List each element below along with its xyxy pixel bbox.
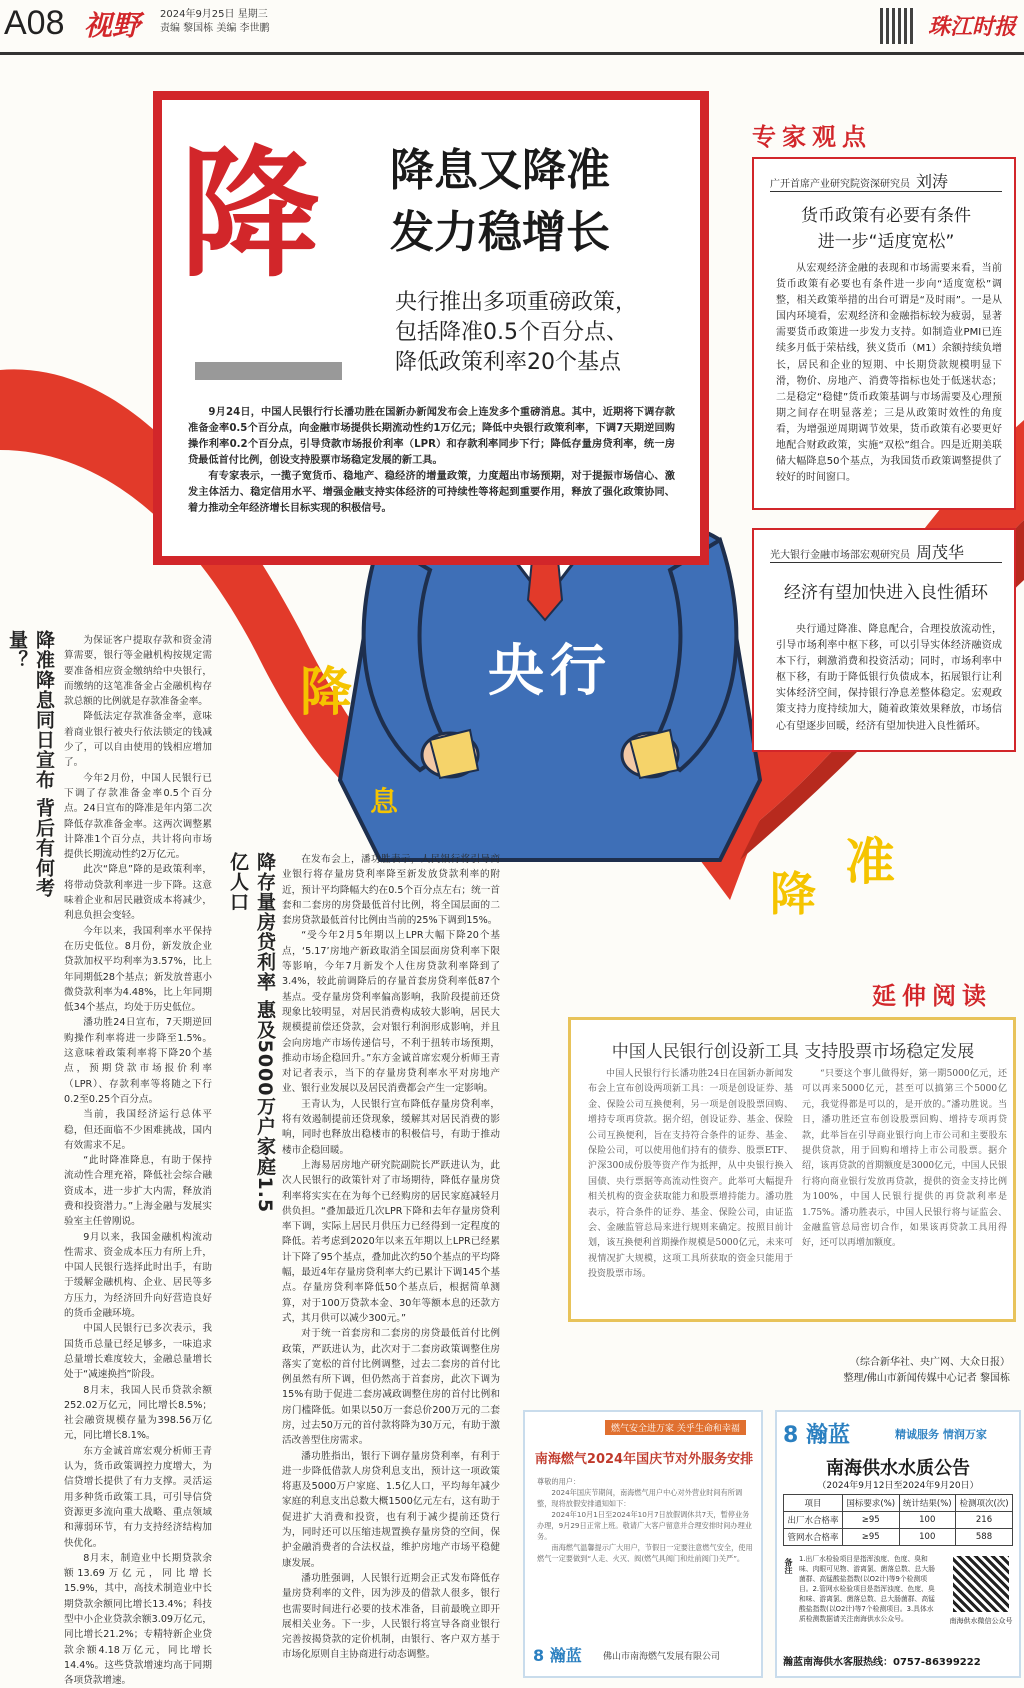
- paragraph: 此次“降息”降的是政策利率，将带动贷款利率进一步下降。这意味着企业和居民融资成本将减少，利息负担会变轻。: [64, 864, 212, 922]
- big-character: 降: [180, 133, 321, 297]
- table-header: 统计结果(%): [899, 1495, 956, 1512]
- extended-col-2: [802, 1067, 1007, 1252]
- header-rule: [0, 52, 1024, 55]
- subtitle-line: 央行推出多项重磅政策，: [395, 290, 638, 315]
- table-row: [784, 1529, 1013, 1546]
- expert-paragraph: 从宏观经济金融的表现和市场需要来看，当前货币政策有必要也有条件进一步向“适度宽松”调整，相关政策举措的出台可谓是“及时雨”。一是从国内环境看，宏观经济和金融指标较为疲弱，显著需要货币政策进一步发力支持。如制造业PMI已连续多月低于荣枯线，狭义货币（M1）余额持续负增长，居民和企业的短期、中长期贷款规模明显下滑，物价、房地产、消费等指标也处于低迷状态；二是稳定“稳健”货币政策基调与市场需要及心理预期之间存在明显落差；三是从政策时效性的角度看，为增强逆周期调节效果，货币政策有必要更好地配合财政政策，实施“双松”组合。四是近期美联储大幅降息50个基点，为我国货币政策调整提供了较好的时间窗口。: [776, 263, 1002, 484]
- section-name: 视野: [84, 9, 141, 42]
- gas-ad: [523, 1410, 763, 1678]
- paragraph: 为保证客户提取存款和资金清算需要，银行等金融机构按规定需要准备相应资金缴纳给中央银行，而缴纳的这笔准备金占金融机构存款总额的比例就是存款准备金率。: [64, 635, 212, 708]
- title-line: 降息又降准: [390, 145, 610, 196]
- paragraph: “此时降准降息，有助于保持流动性合理充裕，降低社会综合融资成本，进一步扩大内需，释放消费和投资潜力。”上海金融与发展实验室主任曾刚说。: [64, 1155, 212, 1228]
- water-slogan: 精诚服务 情润万家: [895, 1428, 987, 1441]
- gas-greeting: 尊敬的用户：: [537, 1477, 581, 1486]
- expert-box-1: [752, 157, 1016, 510]
- paragraph: “只要这个事儿做得好，第一期5000亿元，还可以再来5000亿元，甚至可以搞第三个5000亿元，我觉得都是可以的，是开放的。”潘功胜说。当日，潘功胜还宣布创设股票回购、增持专项再贷款，此举旨在引导商业银行向上市公司和主要股东提供贷款，用于回购和增持上市公司股票。据介绍，该再贷款的首期额度是3000亿元，中国人民银行将向商业银行发放再贷款，提供的资金支持比例为100%，中国人民银行提供的再贷款利率是1.75%。潘功胜表示，中国人民银行将与证监会、金融监管总局密切合作，如果该再贷款工具用得好，还可以再增加额度。: [802, 1069, 1007, 1249]
- label-jiang-right: 降: [770, 867, 816, 921]
- water-quality-table: [783, 1494, 1013, 1546]
- label-jiang-left: 降: [300, 663, 353, 723]
- byline-rule: [770, 562, 1002, 563]
- paragraph: 中国人民银行行长潘功胜24日在国新办新闻发布会上宣布创设两项新工具：一项是创设证券、基金、保险公司互换便利，另一项是创设股票回购、增持专项再贷款。据介绍，创设证券、基金、保险公司互换便利，旨在支持符合条件的证券、基金、保险公司，可以使用他们持有的债券、股票ETF、沪深300成份股等资产作为抵押，从中央银行换入国债、央行票据等高流动性资产。此举可大幅提升相关机构的资金获取能力和股票增持能力。潘功胜表示，符合条件的证券、基金、保险公司，由证监会、金融监管总局来进行规则来确定。按照目前计划，该互换便利首期操作规模是5000亿元，未来可视情况扩大规模，这项工具所获取的资金只能用于投资股票市场。: [588, 1069, 793, 1280]
- water-note-label: 备注: [784, 1558, 793, 1574]
- paragraph: 今年以来，我国利率水平保持在历史低位。8月份，新发放企业贷款加权平均利率为3.57%，比上年同期低28个基点；新发放普惠小微贷款利率为4.48%，比上年同期低34个基点，均处于历史低位。: [64, 925, 212, 1014]
- page-number: A08: [4, 4, 65, 42]
- lead-paragraphs: [188, 405, 675, 517]
- paragraph: 中国人民银行已多次表示，我国货币总量已经足够多，一味追求总量增长难度较大，金融总量增长处于“减速换挡”阶段。: [64, 1323, 212, 1381]
- subtitle-line: 包括降准0.5个百分点、: [395, 320, 628, 345]
- expert-title-line: 进一步“适度宽松”: [817, 232, 955, 252]
- gas-body: 2024年10月1日至2024年10月7日放假调休共7天，暂停业务办理，9月29日正常上班。敬请广大客户留意并合理安排时间办理业务。: [537, 1510, 752, 1541]
- paragraph: 上海易居房地产研究院副院长严跃进认为，此次人民银行的政策针对了市场期待，降低存量房贷利率将实实在在为每个已经购房的居民家庭减轻月供负担。“叠加最近几次LPR下降和去年存量房贷利率下调，实际上居民月供压力已经得到一定程度的降低。若考虑到2020年以来五年期以上LPR已经累计下降了95个基点，叠加此次约50个基点的平均降幅，最近4年存量房贷利率大约已累计下调145个基点。存量房贷利率降低50个基点后，根据简单测算，对于100万贷款本金、30年等额本息的还款方式，其月供可以减少300元。”: [282, 1159, 500, 1324]
- subtitle: [395, 288, 637, 378]
- table-cell: 588: [956, 1529, 1013, 1546]
- table-cell: 216: [956, 1512, 1013, 1529]
- gas-company: 佛山市南海燃气发展有限公司: [603, 1652, 721, 1662]
- paragraph: 对于统一首套房和二套房的房贷最低首付比例政策，严跃进认为，此次对于二套房政策调整住房落实了宽松的首付比例调整，过去二套房的首付比例虽然有所下调，但仍然高于首套房，此次下调为15%有助于促进二套房减政调整住房的首付比例和房门槛降低。如果以50万一套总价200万元的二套房，过去50万元的首付款将降为30万元，有助于激活改善型住房需求。: [282, 1328, 500, 1447]
- paragraph: 潘功胜指出，银行下调存量房贷利率，有利于进一步降低借款人房贷利息支出，预计这一项政策将惠及5000万户家庭、1.5亿人口，平均每年减少家庭的利息支出总数大概1500亿元左右，这有助于促进扩大消费和投资，也有利于减少提前还贷行为，同时还可以压缩违规置换存量房贷的空间，保护金融消费者的合法权益，维护房地产市场平稳健康发展。: [282, 1450, 500, 1569]
- subtitle-line: 降低政策利率20个基点: [395, 350, 621, 375]
- table-header-row: [784, 1495, 1013, 1512]
- water-notes: 1.出厂水检验项目是指浑浊度、色度、臭和味、肉眼可见物、游离氯、菌落总数、总大肠菌群、高锰酸盐指数(以O2计)等9个检测项目。2.管网水检验项目是指浑浊度、色度、臭和味、游离氯、菌落总数、总大肠菌群、高锰酸盐指数(以O2计)等7个检测项目。3.具体水质检测数据请关注南海供水公众号。: [799, 1555, 935, 1623]
- expert-byline: [770, 169, 948, 192]
- expert-paragraph: 央行通过降准、降息配合，合理投放流动性，引导市场利率中枢下移，可以引导实体经济融资成本下行，刺激消费和投资活动；同时，市场利率中枢下移，有助于降低银行负债成本，拓展银行让利实体经济空间，保持银行净息差整体稳定。宏观政策支持力度持续加大，随着政策效果释放，市场信心有望逐步回暖，经济有望加快进入良性循环。: [776, 624, 1002, 732]
- masthead-logo: 珠江时报: [928, 14, 1017, 40]
- table-cell: ≥95: [843, 1529, 900, 1546]
- table-header: 检测项次(次): [956, 1495, 1013, 1512]
- left-money: [430, 730, 478, 778]
- decorative-bar: [195, 362, 342, 380]
- gas-logo: 8 瀚蓝: [533, 1646, 582, 1665]
- paragraph: 潘功胜24日宣布，7天期逆回购操作利率将进一步降至1.5%。这意味着政策利率将下降20个基点，预期贷款市场报价利率（LPR）、存款利率等将随之下行0.2至0.25个百分点。: [64, 1017, 212, 1105]
- expert-title: 经济有望加快进入良性循环: [784, 583, 988, 603]
- mid-article-title: 降存量房贷利率 惠及5000万户家庭1.5亿人口: [227, 852, 276, 1214]
- table-header: 国标要求(%): [843, 1495, 900, 1512]
- header-info: [160, 8, 270, 36]
- water-logo-text: 瀚蓝: [805, 1423, 850, 1448]
- table-row: [784, 1512, 1013, 1529]
- paragraph: “受今年2月5年期以上LPR大幅下降20个基点，‘5.17’房地产新政取消全国层面房贷利率下限等影响，今年7月新发个人住房贷款利率降到了3.4%，较此前调降后的存量首套房贷利率低87个基点。受存量房贷利率偏高影响，我阶段提前还贷现象比较明显，对居民消费构成较大影响，居民大规模提前偿还贷款，会对银行利润形成影响，并且会向房地产市场传递信号，不利于扭转市场预期，推动市场企稳回升。”东方金诚首席宏观分析师王青对记者表示，当下的存量房贷利率水平对房地产业、银行业发展以及居民消费都会产生一定影响。: [282, 930, 500, 1095]
- expert-heading: 专家观点: [752, 123, 872, 151]
- gas-body: 南海燃气温馨提示广大用户，节假日一定要注意燃气安全，使用燃气一定要做到“人走、火灭、阀(燃气具阀门和灶前阀门)关严”。: [537, 1543, 753, 1563]
- expert-title-line: 货币政策有必要有条件: [801, 206, 971, 226]
- lead-paragraph: 9月24日，中国人民银行行长潘功胜在国新办新闻发布会上连发多个重磅消息。其中，近期将下调存款准备金率0.5个百分点，向金融市场提供长期流动性约1万亿元；降低中央银行政策利率，下调7天期逆回购操作利率0.2个百分点，引导贷款市场报价利率（LPR）和存款利率同步下行；降低存量房贷利率，统一房贷最低首付比例，创设支持股票市场稳定发展的新工具。: [188, 407, 675, 466]
- paragraph: 今年2月份，中国人民银行已下调了存款准备金率0.5个百分点。24日宣布的降准是年内第二次降低存款准备金率。这两次调整累计降准1个百分点，共计将向市场提供长期流动性约2万亿元。: [64, 772, 212, 861]
- water-ad: [775, 1410, 1021, 1678]
- left-article-title: 降准降息同日宣布 背后有何考量？: [6, 630, 55, 898]
- qr-code-icon: [953, 1556, 1009, 1612]
- extended-col-1: [588, 1067, 793, 1283]
- right-money: [630, 730, 678, 778]
- main-title: [390, 140, 610, 264]
- source-credit: （综合新华社、央广网、大众日报）: [850, 1357, 1010, 1368]
- paragraph: 在发布会上，潘功胜表示，人民银行将引导商业银行将存量房贷利率降至新发放贷款利率的附近，预计平均降幅大约在0.5个百分点左右；统一首套和二套房的房贷最低首付比例，将全国层面的二套房贷款最低首付比例由当前的25%下调到15%。: [282, 854, 500, 927]
- byline-rule: [770, 191, 1002, 192]
- editors: 责编 黎国栋 美编 李世鹏: [160, 23, 270, 34]
- label-xi: 息: [370, 785, 399, 818]
- water-title: 南海供水水质公告: [826, 1458, 970, 1479]
- mid-article-body: [282, 852, 500, 1663]
- expert-title: [764, 203, 1008, 255]
- gas-title: 南海燃气2024年国庆节对外服务安排: [534, 1452, 754, 1467]
- expert-affiliation: 广开首席产业研究院资深研究员: [770, 179, 910, 190]
- expert-body: [776, 622, 1002, 735]
- water-hotline: 瀚蓝南海供水客服热线：0757-86399222: [783, 1657, 981, 1668]
- paragraph: 潘功胜强调，人民银行近期会正式发布降低存量房贷利率的文件，因为涉及的借款人很多，银行也需要时间进行必要的技术准备，目前最晚立即开展相关业务。下一步，人民银行将宣导各商业银行完善按揭贷款的定价机制，由银行、客户双方基于市场化原则自主协商进行动态调整。: [282, 1572, 500, 1661]
- expert-name: 周茂华: [916, 543, 965, 562]
- expert-affiliation: 光大银行金融市场部宏观研究员: [770, 550, 910, 561]
- table-cell: 100: [899, 1512, 956, 1529]
- lead-paragraph: 有专家表示，一揽子宽货币、稳地产、稳经济的增量政策，力度超出市场预期，对于提振市场信心、激发主体活力、稳定信用水平、增强金融支持实体经济的可持续性等将起到重要作用，释放了强化政策协同、着力推动全年经济增长目标实现的积极信号。: [188, 471, 675, 514]
- water-period: （2024年9月12日至2024年9月20日）: [817, 1481, 979, 1491]
- paragraph: 9月以来，我国金融机构流动性需求、资金成本压力有所上升，中国人民银行选择此时出手，有助于缓解金融机构、企业、居民等多方压力，为经济回升向好营造良好的货币金融环境。: [64, 1231, 212, 1320]
- water-logo: 8 瀚蓝: [783, 1423, 850, 1448]
- expert-name: 刘涛: [916, 172, 949, 191]
- expert-box-2: [752, 528, 1016, 752]
- table-header: 项目: [784, 1495, 843, 1512]
- expert-body: [776, 261, 1002, 486]
- qr-code-icon: [880, 8, 916, 44]
- paragraph: 王青认为，人民银行宣布降低存量房贷利率，将有效遏制提前还贷现象，缓解其对居民消费的影响，同时也释放出稳楼市的积极信号，有助于推动楼市企稳回暖。: [282, 1098, 500, 1156]
- table-cell: 100: [899, 1529, 956, 1546]
- gas-banner: 燃气安全进万家 关乎生命和幸福: [605, 1420, 746, 1435]
- gas-notice: [537, 1476, 753, 1564]
- paragraph: 8月末，我国人民币贷款余额252.02万亿元，同比增长8.5%；社会融资规模存量为398.56万亿元，同比增长8.1%。: [64, 1384, 212, 1442]
- central-bank-label: 央行: [488, 639, 612, 704]
- expert-byline: [770, 540, 964, 563]
- water-qr-label: 南海供水微信公众号: [949, 1617, 1013, 1625]
- gas-logo-text: 瀚蓝: [549, 1646, 582, 1665]
- left-article-body: [64, 633, 212, 1688]
- table-cell: 管网水合格率: [784, 1529, 843, 1546]
- reporter-credit: 整理/佛山市新闻传媒中心记者 黎国栋: [843, 1373, 1010, 1384]
- paragraph: 当前，我国经济运行总体平稳，但还面临不少困难挑战，国内有效需求不足。: [64, 1109, 212, 1151]
- paragraph: 降低法定存款准备金率，意味着商业银行被央行依法锁定的钱减少了，可以自由使用的钱相应增加了。: [64, 711, 212, 769]
- issue-date: 2024年9月25日 星期三: [160, 9, 268, 20]
- label-zhun: 准: [845, 833, 895, 891]
- paragraph: 东方金诚首席宏观分析师王青认为，货币政策调控力度增大，为信贷增长提供了有力支撑。灵活运用多种货币政策工具，可引导信贷资源更多流向重大战略、重点领域和薄弱环节，有力支持经济结构加快优化。: [64, 1445, 212, 1549]
- table-cell: 出厂水合格率: [784, 1512, 843, 1529]
- paragraph: 8月末，制造业中长期贷款余额13.69万亿元，同比增长15.9%，其中，高技术制造业中长期贷款余额同比增长13.4%；科技型中小企业贷款余额3.09万亿元，同比增长21.2%；专精特新企业贷款余额4.18万亿元，同比增长14.4%。这些贷款增速均高于同期各项贷款增速。: [64, 1552, 212, 1687]
- extended-title: 中国人民银行创设新工具 支持股票市场稳定发展: [611, 1042, 975, 1062]
- extended-reading-heading: 延伸阅读: [872, 982, 992, 1010]
- table-cell: ≥95: [843, 1512, 900, 1529]
- gas-body: 2024年国庆节期间，南海燃气用户中心对外营业时间有所调整，现将放假安排通知如下：: [537, 1488, 743, 1508]
- title-line: 发力稳增长: [390, 207, 610, 258]
